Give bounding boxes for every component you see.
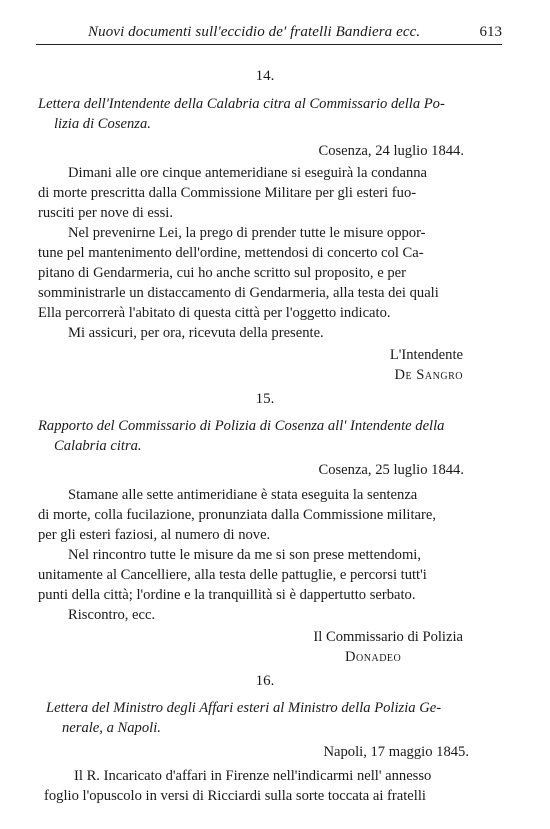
doc14-p2-line3: pitano di Gendarmeria, cui ho anche scritto sul proposito, e per [38,265,406,281]
doc15-p1-line1: Stamane alle sette antimeridiane è stata eseguita la sentenza [68,487,418,503]
doc15-signature-name: Donadeo [345,649,402,665]
doc15-number: 15. [255,391,275,407]
doc16-dateline: Napoli, 17 maggio 1845. [323,744,469,760]
doc14-number: 14. [255,68,275,84]
doc15-heading-line2: Calabria citra. [54,438,142,454]
doc14-p2-line1: Nel prevenirne Lei, la prego di prender tutte le misure oppor- [68,225,426,241]
doc14-heading-line2: lizia di Cosenza. [54,116,151,132]
doc14-p3-line1: Mi assicuri, per ora, ricevuta della presente. [68,325,324,341]
doc15-p1-line3: per gli esteri faziosi, al numero di nove. [38,527,271,543]
doc16-number: 16. [255,673,275,689]
doc15-p2-line2: unitamente al Cancelliere, alla testa delle pattuglie, e percorsi tutt'i [38,567,427,583]
doc15-p2-line3: punti della città; l'ordine e la tranquillità si è dappertutto serbato. [38,587,416,603]
running-title: Nuovi documenti sull'eccidio de' fratelli Bandiera ecc. [88,24,421,40]
doc14-heading-line1: Lettera dell'Intendente della Calabria citra al Commissario della Po- [38,96,445,112]
doc14-p1-line2: di morte prescritta dalla Commissione Militare per gli esteri fuo- [38,185,417,201]
doc15-p1-line2: di morte, colla fucilazione, pronunziata dalla Commissione militare, [38,507,436,523]
doc14-p2-line5: Ella percorrerà l'abitato di questa città per l'oggetto indicato. [38,305,391,321]
doc14-p2-line2: tune pel mantenimento dell'ordine, mettendosi di concerto col Ca- [38,245,424,261]
doc14-signature-name: De Sangro [394,367,463,383]
doc14-p1-line3: rusciti per nove di essi. [38,205,173,221]
doc15-signature-role: Il Commissario di Polizia [313,629,463,645]
doc14-p1-line1: Dimani alle ore cinque antemeridiane si eseguirà la condanna [68,165,428,181]
doc15-p2-line1: Nel rincontro tutte le misure da me si son prese mettendomi, [68,547,422,563]
doc16-heading-line1: Lettera del Ministro degli Affari esteri al Ministro della Polizia Ge- [46,700,442,716]
page-number: 613 [479,24,502,40]
doc15-heading-line1: Rapporto del Commissario di Polizia di Cosenza all' Intendente della [38,418,445,434]
doc14-dateline: Cosenza, 24 luglio 1844. [318,143,464,159]
doc14-p2-line4: somministrarle un distaccamento di Gendarmeria, alla testa dei quali [38,285,439,301]
running-header [36,22,502,45]
doc16-p1-line2: foglio l'opuscolo in versi di Ricciardi sulla sorte toccata ai fratelli [44,788,426,804]
doc15-p3-line1: Riscontro, ecc. [68,607,156,623]
doc16-heading-line2: nerale, a Napoli. [62,720,161,736]
doc14-signature-role: L'Intendente [389,347,463,363]
doc16-p1-line1: Il R. Incaricato d'affari in Firenze nell'indicarmi nell' annesso [74,768,432,784]
doc15-dateline: Cosenza, 25 luglio 1844. [318,462,464,478]
